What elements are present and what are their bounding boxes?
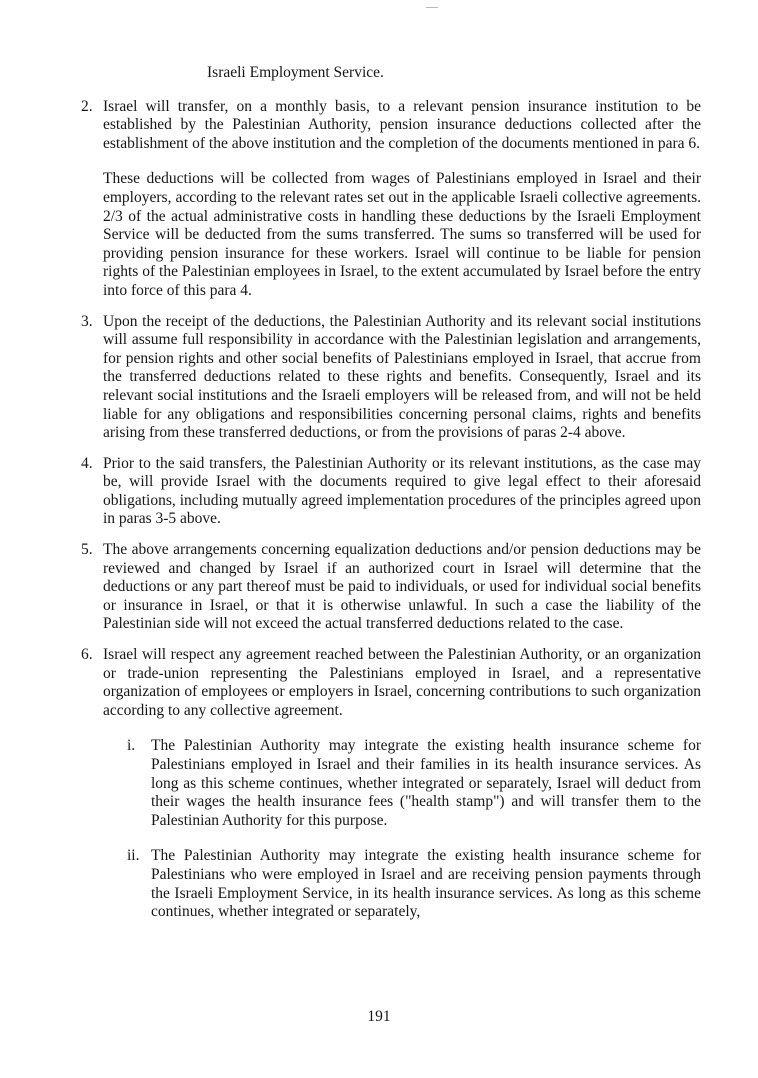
continuation-line: Israeli Employment Service. — [207, 64, 384, 81]
paragraph-2 — [81, 98, 701, 154]
subparagraph-text: The Palestinian Authority may integrate the existing health insurance scheme for Palestinians who were employed in Israel and are receiving pension payments through the Israeli Employment Service, in its health insurance services. As long as this scheme continues, whether integrated or separately, — [151, 847, 701, 921]
subparagraph-i — [127, 737, 701, 830]
paragraph-text: These deductions will be collected from wages of Palestinians employed in Israel and their employers, according to the relevant rates set out in the applicable Israeli collective agreements. 2/3 of the actual administrative costs in handling these deductions by the Israeli Employment Service will be deducted from the sums transferred. The sums so transferred will be used for providing pension insurance for these workers. Israel will continue to be liable for pension rights of the Palestinian employees in Israel, to the extent accumulated by Israel before the entry into force of this para 4. — [103, 170, 701, 299]
paragraph-number: 5. — [81, 541, 93, 559]
paragraph-number: 2. — [81, 97, 93, 115]
paragraph-text: The above arrangements concerning equalization deductions and/or pension deductions may be reviewed and changed by Israel if an authorized court in Israel will determine that the deductions or any part thereof must be paid to individuals, or used for individual social benefits or insurance in Israel, or that it is otherwise unlawful. In such a case the liability of the Palestinian side will not exceed the actual transferred deductions related to the case. — [103, 541, 701, 633]
document-body — [81, 64, 701, 934]
paragraph-number — [81, 170, 103, 300]
paragraph-number: 6. — [81, 646, 93, 664]
paragraph-text: Upon the receipt of the deductions, the Palestinian Authority and its relevant social institutions will assume full responsibility in accordance with the Palestinian legislation and arrangements, for pension rights and other social benefits of Palestinians employed in Israel, that accrue from the transferred deductions related to these rights and benefits. Consequently, Israel and its relevant social institutions and the Israeli employers will be released from, and will not be held liable for any obligations and responsibilities concerning personal claims, rights and benefits arising from these transferred deductions, or from the provisions of paras 2-4 above. — [103, 312, 701, 442]
paragraph-number: 3. — [81, 312, 93, 330]
paragraph-number: 4. — [81, 454, 93, 472]
subparagraph-ii — [127, 847, 701, 921]
paragraph-6 — [81, 646, 701, 720]
scan-artifact-mark — [426, 7, 438, 8]
subparagraph-text: The Palestinian Authority may integrate the existing health insurance scheme for Palestinians employed in Israel and their families in its health insurance services. As long as this scheme continues, whether integrated or separately, Israel will deduct from their wages the health insurance fees ("health stamp") and will transfer them to the Palestinian Authority for this purpose. — [151, 737, 701, 829]
paragraph-text: Israel will transfer, on a monthly basis, to a relevant pension insurance institution to be established by the Palestinian Authority, pension insurance deductions collected after the establishment of the above institution and the completion of the documents mentioned in para 6. — [103, 97, 701, 152]
subparagraph-number: ii. — [127, 847, 140, 865]
paragraph-4 — [81, 455, 701, 529]
paragraph-text: Prior to the said transfers, the Palestinian Authority or its relevant institutions, as the case may be, will provide Israel with the documents required to give legal effect to their aforesaid obligations, including mutually agreed implementation procedures of the principles agreed upon in paras 3-5 above. — [103, 454, 701, 528]
paragraph-2-continuation — [81, 170, 701, 300]
subparagraph-number: i. — [127, 737, 136, 755]
paragraph-3 — [81, 313, 701, 443]
page-number: 191 — [367, 1008, 391, 1025]
paragraph-5 — [81, 541, 701, 634]
paragraph-text: Israel will respect any agreement reached between the Palestinian Authority, or an organization or trade-union representing the Palestinians employed in Israel, and a representative organization of employees or employers in Israel, concerning contributions to such organization according to any collective agreement. — [103, 646, 701, 719]
